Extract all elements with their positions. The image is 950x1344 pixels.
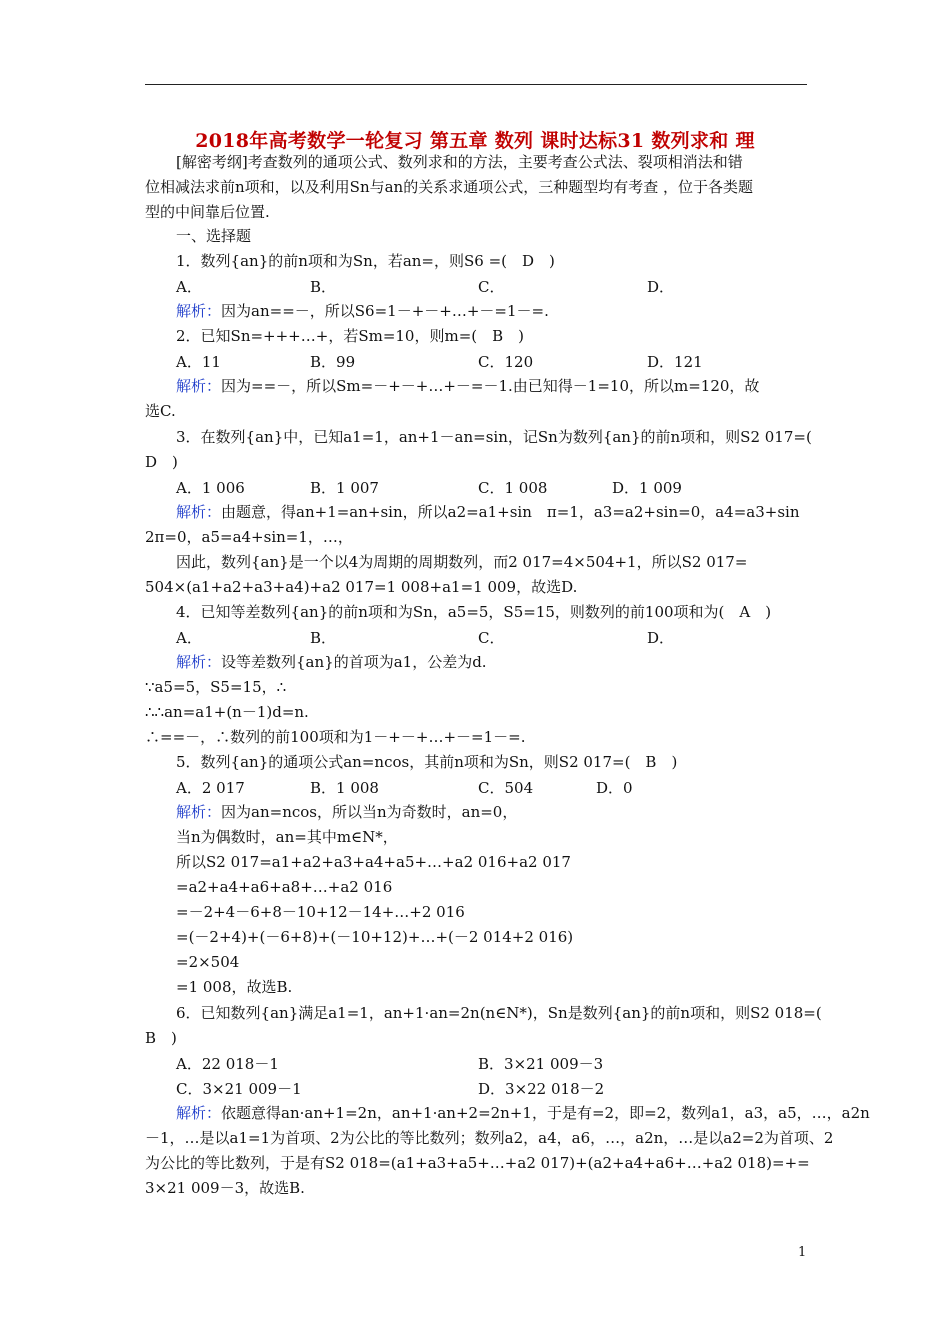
solution-5-cont-2: 所以S2 017=a1+a2+a3+a4+a5+…+a2 016+a2 017 [176,853,571,871]
solution-3-cont-1: 2π=0，a5=a4+sin=1，…， [145,528,353,546]
q6-option-b: B．3×21 009－3 [478,1055,604,1073]
solution-5-cont-3: =a2+a4+a6+a8+…+a2 016 [176,878,393,896]
solution-label: 解析： [176,377,222,395]
q3-option-a: A．1 006 [176,479,245,497]
solution-label: 解析： [176,1104,222,1122]
question-4: 4．已知等差数列{an}的前n项和为Sn，a5=5，S5=15，则数列的前100项和为( A ) [176,603,772,621]
solution-5-cont-4: =－2+4－6+8－10+12－14+…+2 016 [176,903,465,921]
solution-4-cont-1: ∵a5=5，S5=15，∴ [145,678,287,696]
solution-2 [176,376,759,396]
intro-line-1: [解密考纲]考查数列的通项公式、数列求和的方法，主要考查公式法、裂项相消法和错 [176,153,743,171]
solution-3-cont-3: 504×(a1+a2+a3+a4)+a2 017=1 008+a1=1 009，故选D. [145,578,578,596]
solution-text: 依题意得an·an+1=2n，an+1·an+2=2n+1，于是有=2，即=2，数列a1，a3，a5，…，a2n [221,1104,870,1122]
solution-label: 解析： [176,503,222,521]
q1-option-b: B． [310,278,337,296]
solution-5-cont-1: 当n为偶数时，an=其中m∈N*， [176,828,398,846]
q1-option-a: A． [176,278,202,296]
solution-text: 因为an==－，所以S6=1－+－+…+－=1－=. [221,302,549,320]
solution-1 [176,301,549,321]
q1-option-d: D． [647,278,675,296]
solution-5-cont-5: =(－2+4)+(－6+8)+(－10+12)+…+(－2 014+2 016) [176,928,574,946]
question-2: 2．已知Sn=+++…+，若Sm=10，则m=( B ) [176,327,524,345]
q5-option-a: A．2 017 [176,779,245,797]
solution-label: 解析： [176,653,222,671]
solution-6-cont-2: 为公比的等比数列，于是有S2 018=(a1+a3+a5+…+a2 017)+(a2+a4+a6+…+a2 018)=+= [145,1154,810,1172]
q2-option-b: B．99 [310,353,356,371]
solution-6-cont-1: －1，…是以a1=1为首项、2为公比的等比数列；数列a2，a4，a6，…，a2n，…是以a2=2为首项、2 [145,1129,834,1147]
document-title: 2018年高考数学一轮复习 第五章 数列 课时达标31 数列求和 理 [195,130,755,152]
solution-6 [176,1103,870,1123]
solution-3-cont-2: 因此，数列{an}是一个以4为周期的周期数列，而2 017=4×504+1，所以S2 017= [176,553,748,571]
solution-text: 因为==－，所以Sm=－+－+…+－=－1.由已知得－1=10，所以m=120，故 [221,377,760,395]
q3-option-c: C．1 008 [478,479,548,497]
q3-option-d: D．1 009 [612,479,682,497]
solution-4 [176,652,487,672]
question-1: 1．数列{an}的前n项和为Sn，若an=，则S6 =( D ) [176,252,555,270]
q4-option-c: C． [478,629,505,647]
solution-text: 因为an=ncos，所以当n为奇数时，an=0， [221,803,518,821]
q3-option-b: B．1 007 [310,479,379,497]
q4-option-b: B． [310,629,337,647]
solution-5-cont-6: =2×504 [176,953,240,971]
q2-option-d: D．121 [647,353,703,371]
q5-option-c: C．504 [478,779,534,797]
q4-option-a: A． [176,629,202,647]
q4-option-d: D． [647,629,675,647]
solution-label: 解析： [176,803,222,821]
header-rule [145,84,807,85]
q5-option-d: D．0 [596,779,633,797]
intro-line-2: 位相减法求前n项和，以及利用Sn与an的关系求通项公式，三种题型均有考查 ，位于各类题 [145,178,753,196]
solution-6-cont-3: 3×21 009－3，故选B. [145,1179,305,1197]
intro-line-3: 型的中间靠后位置. [145,203,270,221]
q2-option-c: C．120 [478,353,534,371]
solution-2-cont: 选C. [145,402,176,420]
solution-3 [176,502,800,522]
q2-option-a: A．11 [176,353,221,371]
question-6: 6．已知数列{an}满足a1=1，an+1·an=2n(n∈N*)，Sn是数列{an}的前n项和，则S2 018=( [176,1004,822,1022]
solution-5 [176,802,517,822]
solution-4-cont-2: ∴∴an=a1+(n－1)d=n. [145,703,309,721]
question-5: 5．数列{an}的通项公式an=ncos，其前n项和为Sn，则S2 017=( B ) [176,753,678,771]
question-3: 3．在数列{an}中，已知a1=1，an+1－an=sin，记Sn为数列{an}的前n项和，则S2 017=( [176,428,812,446]
q5-option-b: B．1 008 [310,779,379,797]
q6-option-d: D．3×22 018－2 [478,1080,605,1098]
question-3-cont: D ) [145,453,178,471]
solution-text: 设等差数列{an}的首项为a1，公差为d. [221,653,487,671]
section-heading: 一、选择题 [176,227,252,245]
solution-label: 解析： [176,302,222,320]
solution-5-cont-7: =1 008，故选B. [176,978,293,996]
q6-option-a: A．22 018－1 [176,1055,279,1073]
solution-text: 由题意，得an+1=an+sin，所以a2=a1+sin π=1，a3=a2+sin=0，a4=a3+sin [221,503,800,521]
page-number: 1 [798,1245,807,1260]
q1-option-c: C． [478,278,505,296]
solution-4-cont-3: ∴==－，∴数列的前100项和为1－+－+…+－=1－=. [145,728,526,746]
question-6-cont: B ) [145,1029,177,1047]
q6-option-c: C．3×21 009－1 [176,1080,302,1098]
